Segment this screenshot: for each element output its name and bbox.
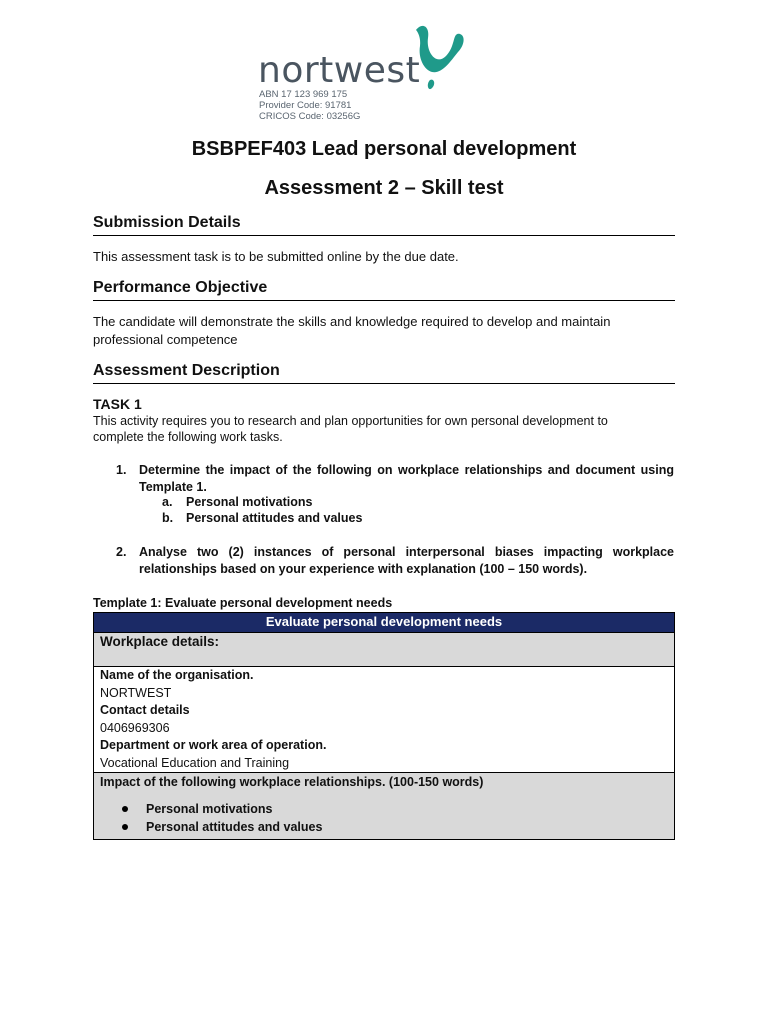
description-heading: Assessment Description bbox=[93, 362, 675, 384]
bullet-icon bbox=[122, 824, 128, 830]
org-value[interactable]: NORTWEST bbox=[100, 685, 172, 700]
logo-provider-code: Provider Code: 91781 bbox=[259, 100, 352, 111]
sub-item-letter: a. bbox=[162, 495, 173, 509]
impact-label: Impact of the following workplace relationships. (100-150 words) bbox=[100, 775, 484, 789]
sub-item-text: Personal attitudes and values bbox=[186, 511, 363, 525]
contact-label: Contact details bbox=[100, 703, 190, 717]
department-label: Department or work area of operation. bbox=[100, 738, 327, 752]
submission-heading: Submission Details bbox=[93, 214, 675, 236]
department-value[interactable]: Vocational Education and Training bbox=[100, 755, 290, 770]
objective-text-line1: The candidate will demonstrate the skills and knowledge required to develop and maintain bbox=[93, 314, 611, 329]
workplace-details-label: Workplace details: bbox=[94, 633, 675, 667]
document-subtitle: Assessment 2 – Skill test bbox=[264, 177, 504, 199]
impact-bullets bbox=[100, 800, 668, 836]
bullet-text: Personal motivations bbox=[146, 802, 273, 816]
task-item-text: Analyse two (2) instances of personal interpersonal biases impacting workplace relationships based on your experience with explanation (100 – 150 words). bbox=[139, 545, 674, 576]
bullet-text: Personal attitudes and values bbox=[146, 820, 323, 834]
template-caption: Template 1: Evaluate personal development needs bbox=[93, 596, 393, 610]
nortwest-logo bbox=[258, 22, 478, 127]
sub-item-letter: b. bbox=[162, 511, 174, 525]
task-label: TASK 1 bbox=[93, 396, 142, 412]
impact-section bbox=[94, 773, 675, 840]
contact-value[interactable]: 0406969306 bbox=[100, 720, 170, 735]
list-item bbox=[100, 800, 668, 818]
logo-wordmark: nortwest bbox=[258, 50, 421, 91]
task-item-number: 2. bbox=[116, 545, 127, 559]
submission-text: This assessment task is to be submitted online by the due date. bbox=[93, 249, 459, 264]
bullet-icon bbox=[122, 806, 128, 812]
task-item bbox=[116, 462, 674, 495]
template-header: Evaluate personal development needs bbox=[94, 613, 675, 633]
objective-text-line2: professional competence bbox=[93, 332, 238, 347]
logo-wave-icon bbox=[408, 22, 468, 102]
org-label: Name of the organisation. bbox=[100, 668, 254, 682]
task-item-text: Determine the impact of the following on workplace relationships and document using Template 1. bbox=[139, 463, 674, 494]
task-intro-line2: complete the following work tasks. bbox=[93, 430, 283, 444]
logo-abn: ABN 17 123 969 175 bbox=[259, 89, 348, 100]
sub-item-text: Personal motivations bbox=[186, 495, 313, 509]
logo-cricos-code: CRICOS Code: 03256G bbox=[259, 111, 361, 122]
task-sub-item bbox=[162, 495, 312, 509]
list-item bbox=[100, 818, 668, 836]
objective-heading: Performance Objective bbox=[93, 279, 675, 301]
task-intro-line1: This activity requires you to research and plan opportunities for own personal development to bbox=[93, 414, 608, 428]
task-item bbox=[116, 544, 674, 577]
task-sub-item bbox=[162, 511, 362, 525]
task-item-number: 1. bbox=[116, 463, 127, 477]
workplace-fields bbox=[94, 667, 675, 773]
template-table bbox=[93, 612, 675, 840]
document-title: BSBPEF403 Lead personal development bbox=[191, 138, 577, 160]
